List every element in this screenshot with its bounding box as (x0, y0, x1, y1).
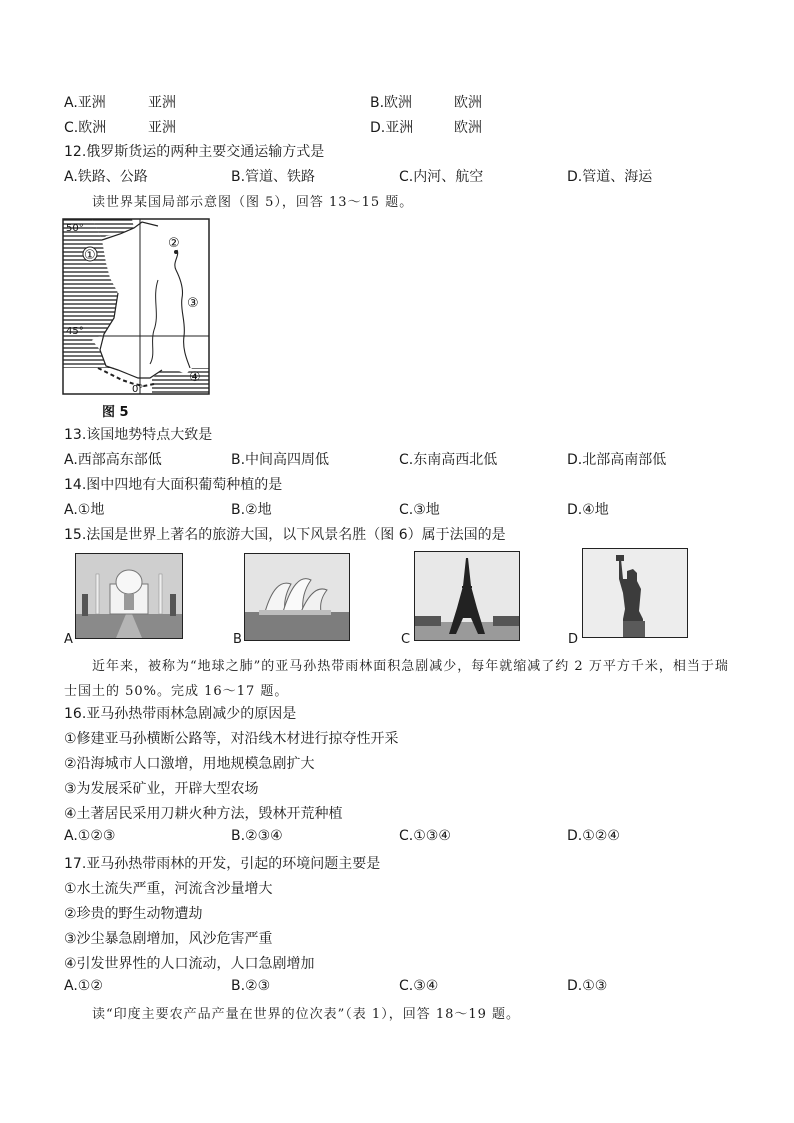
lat-50-label: 50° (66, 223, 84, 234)
photo-a-label: A (64, 632, 73, 647)
q16-option-a: A.①②③ (64, 828, 116, 844)
q12-stem: 12.俄罗斯货运的两种主要交通运输方式是 (64, 144, 325, 160)
q17-item-1: ①水土流失严重，河流含沙量增大 (64, 881, 273, 897)
mark-4: ④ (189, 370, 201, 385)
q17-item-2: ②珍贵的野生动物遭劫 (64, 906, 203, 922)
photo-c-label: C (401, 632, 411, 647)
q11-option-d: D.亚洲 (370, 120, 414, 136)
q14-option-d: D.④地 (567, 502, 609, 518)
statue-of-liberty-svg (583, 549, 687, 637)
eiffel-tower-svg (415, 552, 519, 640)
q11-option-a-2: 亚洲 (148, 95, 176, 111)
q15-stem: 15.法国是世界上著名的旅游大国，以下风景名胜（图 6）属于法国的是 (64, 527, 506, 543)
q17-item-4: ④引发世界性的人口流动，人口急剧增加 (64, 956, 315, 972)
q16-item-3: ③为发展采矿业，开辟大型农场 (64, 781, 259, 797)
photo-statue-of-liberty (582, 548, 688, 638)
q14-option-a: A.①地 (64, 502, 105, 518)
intro-13-15: 读世界某国局部示意图（图 5），回答 13～15 题。 (92, 195, 414, 210)
mark-1: ① (84, 248, 96, 263)
figure-5-map (62, 218, 210, 420)
q13-option-a: A.西部高东部低 (64, 452, 162, 468)
q17-option-b: B.②③ (231, 978, 271, 994)
photo-sydney-opera-house (244, 553, 350, 641)
q16-option-b: B.②③④ (231, 828, 283, 844)
q12-option-a: A.铁路、公路 (64, 169, 148, 185)
q16-item-1: ①修建亚马孙横断公路等，对沿线木材进行掠夺性开采 (64, 731, 399, 747)
q11-option-d-2: 欧洲 (454, 120, 482, 136)
mark-3: ③ (187, 296, 199, 311)
q16-item-2: ②沿海城市人口激增，用地规模急剧扩大 (64, 756, 315, 772)
q14-option-b: B.②地 (231, 502, 272, 518)
q12-option-c: C.内河、航空 (399, 169, 484, 185)
opera-house-svg (245, 554, 349, 640)
q16-item-4: ④土著居民采用刀耕火种方法，毁林开荒种植 (64, 806, 343, 822)
q11-option-c: C.欧洲 (64, 120, 107, 136)
q14-option-c: C.③地 (399, 502, 440, 518)
q16-option-c: C.①③④ (399, 828, 451, 844)
q11-option-b-2: 欧洲 (454, 95, 482, 111)
q13-option-d: D.北部高南部低 (567, 452, 667, 468)
q17-item-3: ③沙尘暴急剧增加，风沙危害严重 (64, 931, 273, 947)
q14-stem: 14.图中四地有大面积葡萄种植的是 (64, 477, 283, 493)
lat-45-label: 45° (66, 326, 84, 337)
q11-option-b: B.欧洲 (370, 95, 413, 111)
figure-5-caption: 图 5 (102, 405, 129, 420)
q13-option-b: B.中间高四周低 (231, 452, 330, 468)
q11-option-c-2: 亚洲 (148, 120, 176, 136)
intro-18-19: 读“印度主要农产品产量在世界的位次表”（表 1），回答 18～19 题。 (92, 1007, 521, 1022)
q17-option-c: C.③④ (399, 978, 439, 994)
intro-16-17-line1: 近年来，被称为“地球之肺”的亚马孙热带雨林面积急剧减少，每年就缩减了约 2 万平方千米，相当于瑞 (92, 659, 729, 674)
q16-option-d: D.①②④ (567, 828, 620, 844)
lon-0-label: 0° (132, 384, 144, 395)
photo-d-label: D (568, 632, 579, 647)
photo-eiffel-tower (414, 551, 520, 641)
q17-option-a: A.①② (64, 978, 103, 994)
q13-stem: 13.该国地势特点大致是 (64, 427, 213, 443)
q17-option-d: D.①③ (567, 978, 608, 994)
q13-option-c: C.东南高西北低 (399, 452, 498, 468)
mark-2: ② (168, 236, 180, 251)
q17-stem: 17.亚马孙热带雨林的开发，引起的环境问题主要是 (64, 856, 381, 872)
taj-mahal-svg (76, 554, 182, 638)
q12-option-d: D.管道、海运 (567, 169, 653, 185)
photo-b-label: B (233, 632, 242, 647)
map-svg (62, 218, 210, 420)
q11-option-a: A.亚洲 (64, 95, 106, 111)
intro-16-17-line2: 士国土的 50%。完成 16～17 题。 (64, 684, 289, 699)
photo-taj-mahal (75, 553, 183, 639)
q12-option-b: B.管道、铁路 (231, 169, 316, 185)
q16-stem: 16.亚马孙热带雨林急剧减少的原因是 (64, 706, 297, 722)
